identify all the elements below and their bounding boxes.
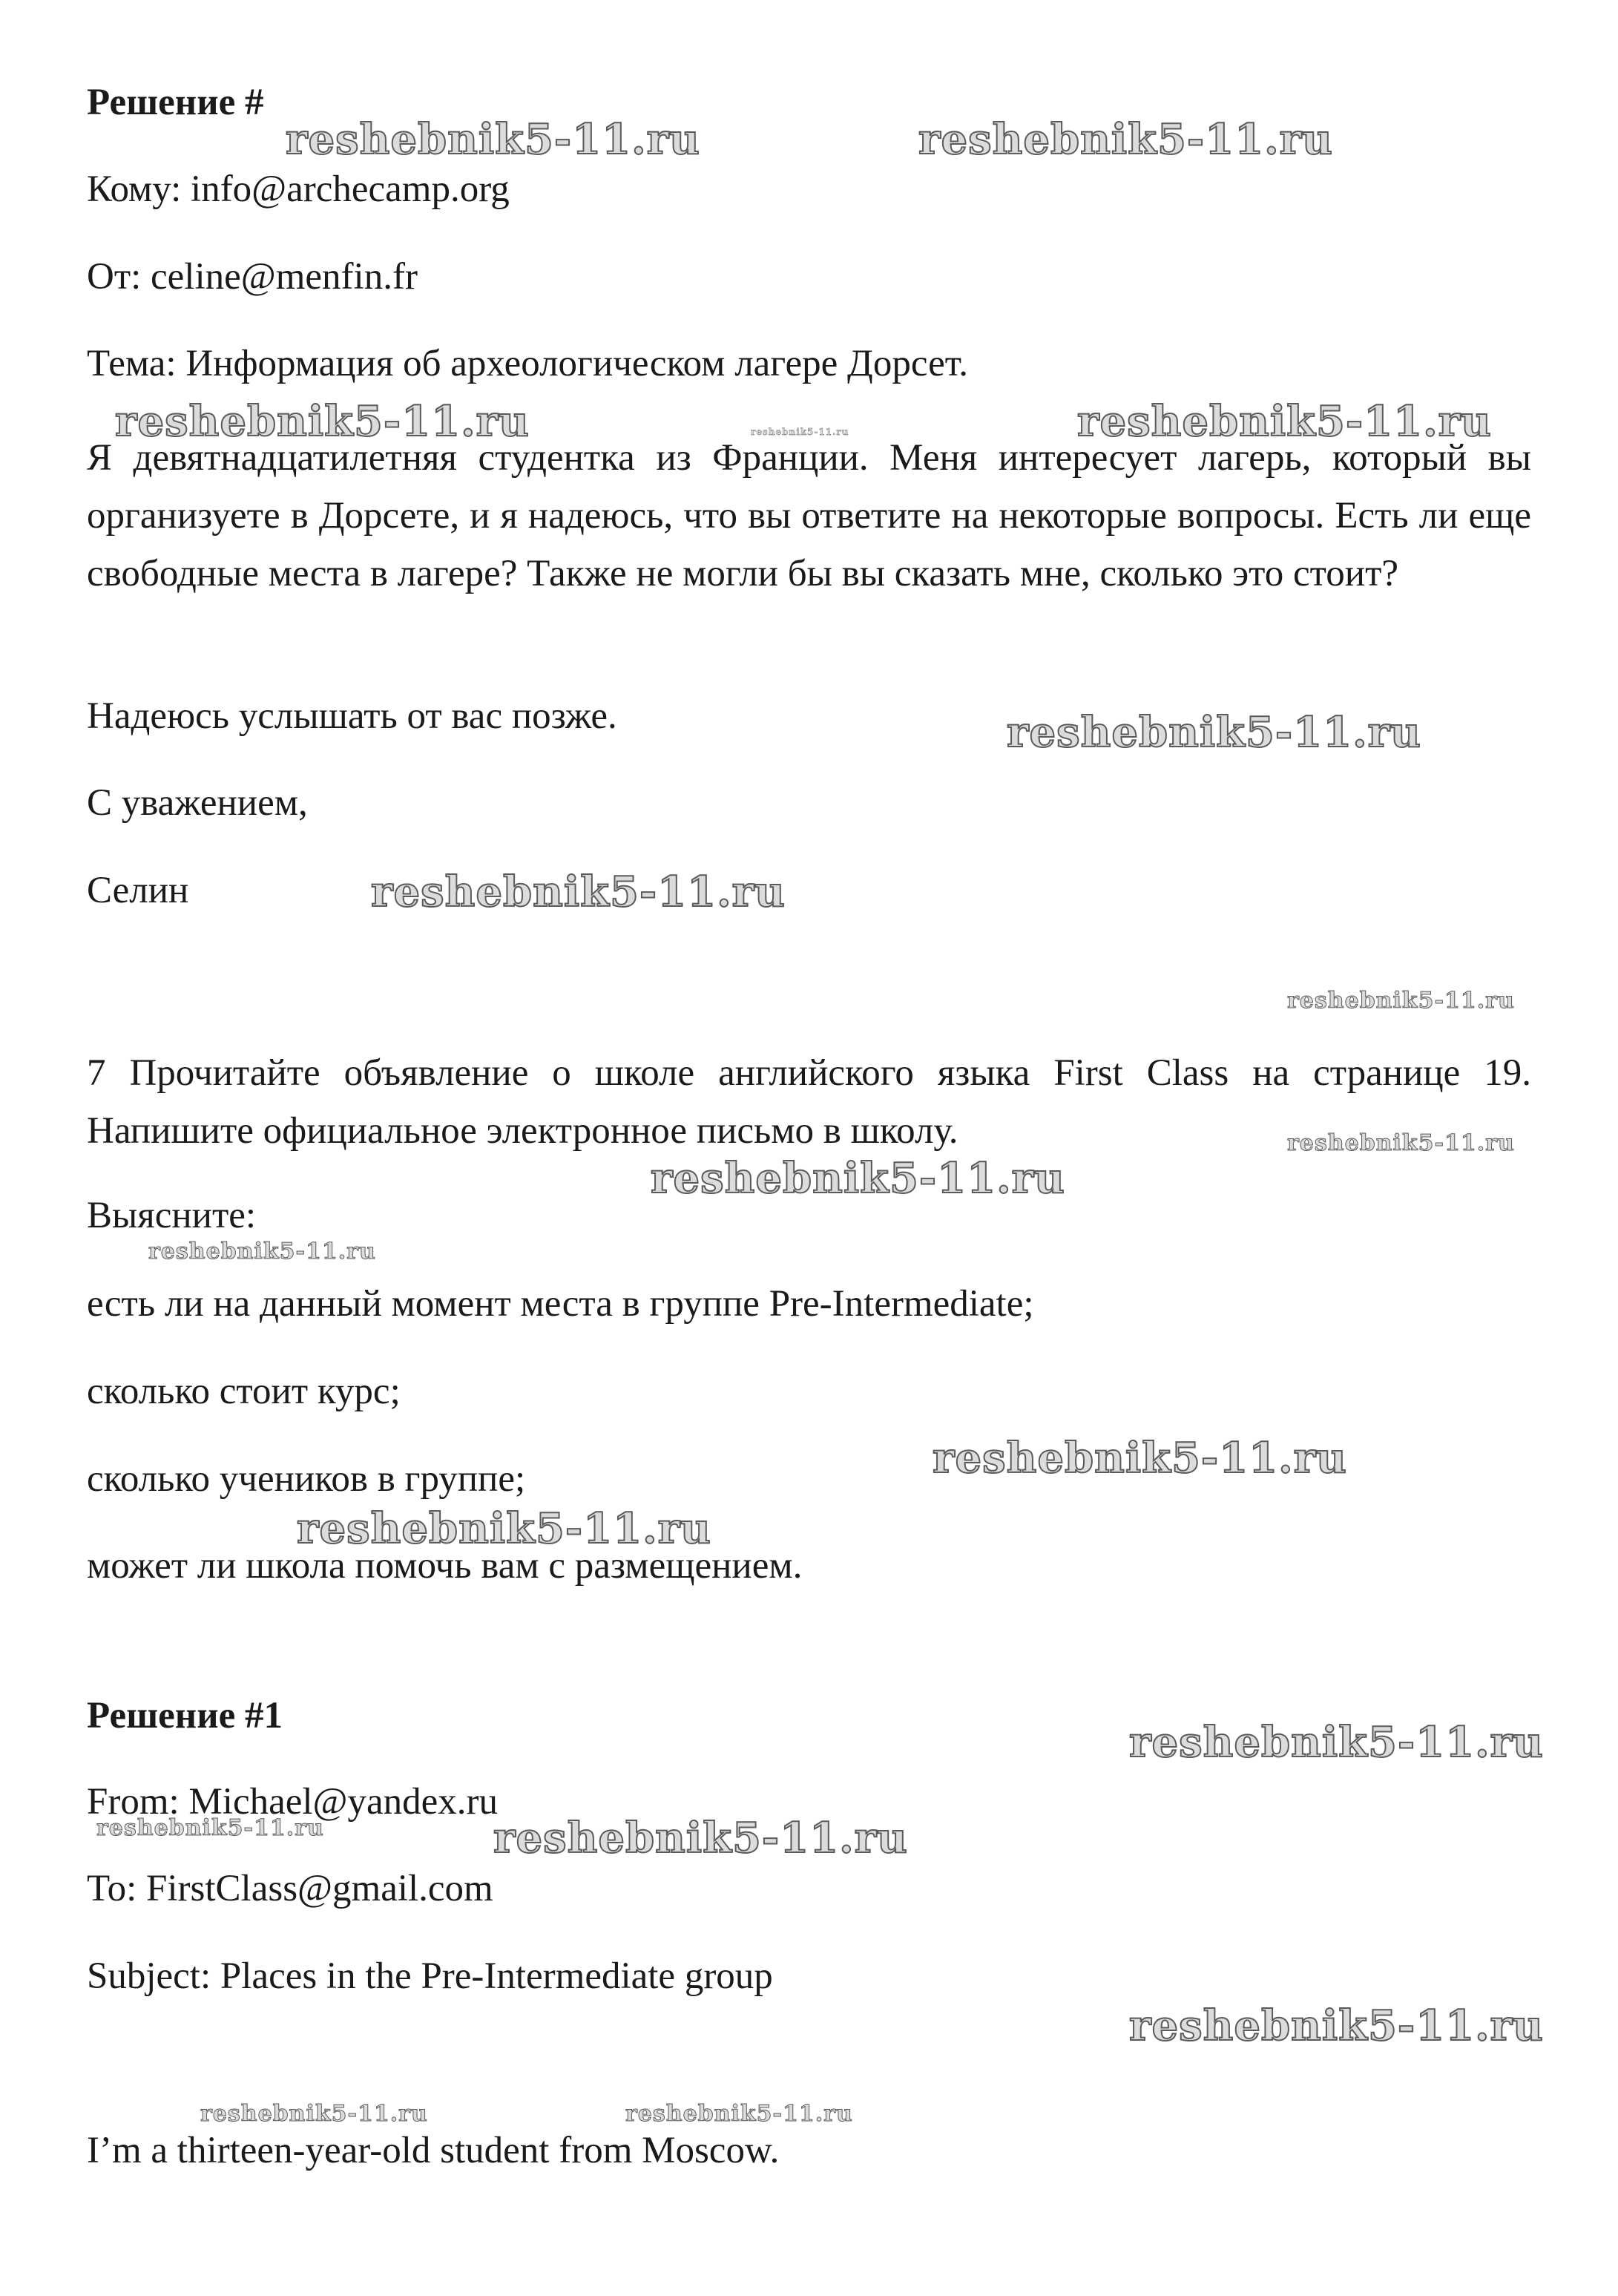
watermark: reshebnik5-11.ru: [1007, 708, 1421, 757]
watermark: reshebnik5-11.ru: [751, 427, 849, 437]
watermark: reshebnik5-11.ru: [200, 2101, 428, 2127]
task-item: сколько учеников в группе;: [87, 1458, 526, 1500]
task-item: есть ли на данный момент места в группе Pre-Intermediate;: [87, 1283, 1034, 1325]
watermark: reshebnik5-11.ru: [286, 115, 700, 164]
watermark: reshebnik5-11.ru: [651, 1154, 1065, 1203]
closing-regards: С уважением,: [87, 782, 308, 824]
email-to-line: Кому: info@archecamp.org: [87, 168, 510, 210]
email-body: Я девятнадцатилетняя студентка из Франции. Меня интересует лагерь, который вы организуете в Дорсете, и я надеюсь, что вы ответите на некоторые вопросы. Есть ли еще свободные места в лагере? Также не могли бы вы сказать мне, сколько это стоит?: [87, 437, 1531, 594]
watermark: reshebnik5-11.ru: [1129, 2001, 1544, 2050]
watermark: reshebnik5-11.ru: [371, 867, 786, 916]
watermark: reshebnik5-11.ru: [493, 1814, 908, 1863]
task-item: сколько стоит курс;: [87, 1371, 401, 1412]
email-subject-line: Тема: Информация об археологическом лагере Дорсет.: [87, 343, 968, 384]
closing-hope: Надеюсь услышать от вас позже.: [87, 695, 617, 737]
watermark: reshebnik5-11.ru: [115, 397, 530, 446]
watermark: reshebnik5-11.ru: [148, 1239, 376, 1265]
section-heading: Решение #1: [87, 1695, 283, 1736]
watermark: reshebnik5-11.ru: [1077, 397, 1492, 446]
email-subject-line: Subject: Places in the Pre-Intermediate group: [87, 1955, 773, 1997]
watermark: reshebnik5-11.ru: [1287, 988, 1515, 1014]
watermark: reshebnik5-11.ru: [297, 1504, 711, 1553]
watermark: reshebnik5-11.ru: [1287, 1130, 1515, 1156]
watermark: reshebnik5-11.ru: [625, 2101, 853, 2127]
email-to-line: To: FirstClass@gmail.com: [87, 1868, 493, 1909]
email-body: I’m a thirteen-year-old student from Moscow.: [87, 2130, 780, 2171]
email-from-line: От: celine@menfin.fr: [87, 256, 418, 298]
section-heading: Решение #: [87, 82, 264, 123]
watermark: reshebnik5-11.ru: [918, 115, 1333, 164]
watermark: reshebnik5-11.ru: [933, 1434, 1347, 1483]
email-from-line: From: Michael@yandex.ru: [87, 1781, 499, 1823]
task-item: может ли школа помочь вам с размещением.: [87, 1545, 803, 1587]
task-instruction: 7 Прочитайте объявление о школе английского языка First Class на странице 19. Напишите официальное электронное письмо в школу.: [87, 1052, 1531, 1152]
signature: Селин: [87, 870, 189, 911]
watermark: reshebnik5-11.ru: [1129, 1718, 1544, 1767]
watermark: reshebnik5-11.ru: [96, 1815, 324, 1841]
clarify-label: Выясните:: [87, 1195, 257, 1236]
